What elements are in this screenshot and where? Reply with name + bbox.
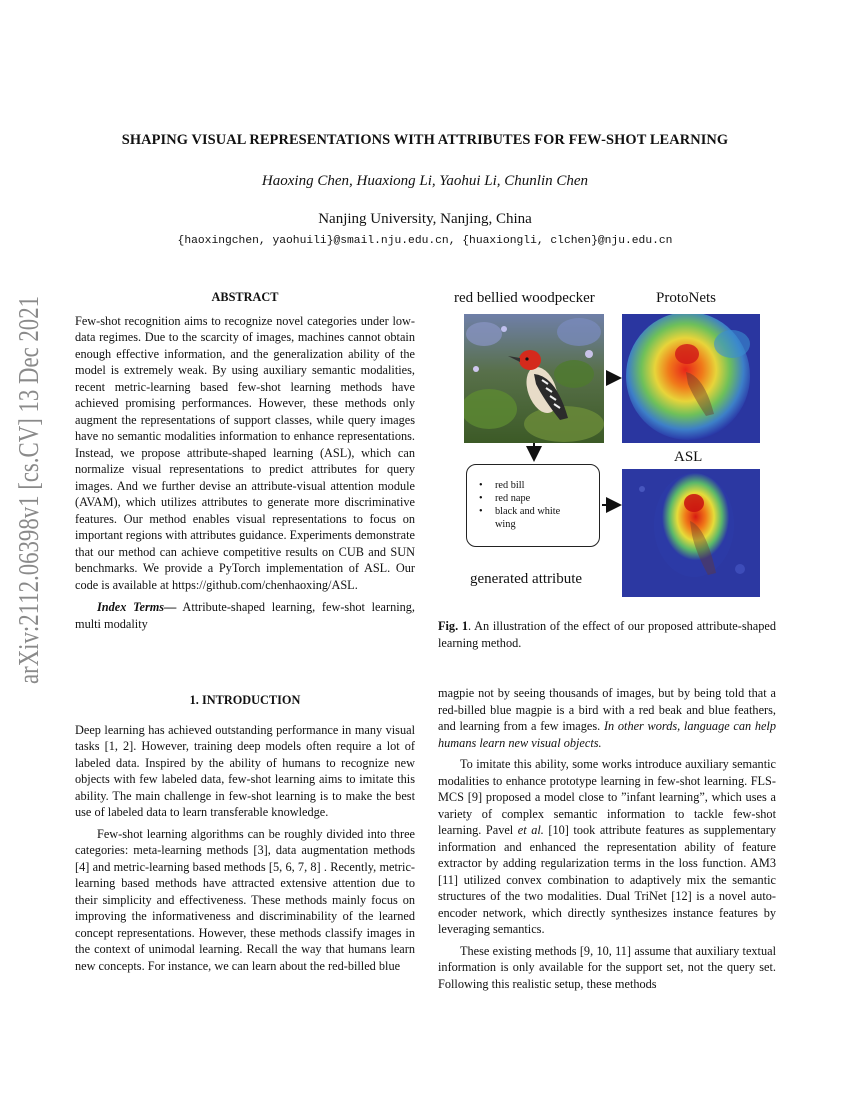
right-column-text [438, 685, 776, 992]
figure-caption [438, 618, 776, 651]
intro-paragraph-4: To imitate this ability, some works introduce auxiliary semantic modalities to enhance prototype learning in few-shot learning. FLS-MCS [9] proposed a model close to ”infant learning”, which uses a variety of complex semantic information to tackle few-shot learning. Pavel et al. [10] took attribute features as supplementary information and enhanced the representation ability of feature extractor by adding regularization terms in the loss function. AM3 [11] utilized convex combination to adaptively mix the semantic structures of the two modalities. Dual TriNet [12] is a novel auto-encoder network, which directly synthesizes instance features by leveraging semantics. [438, 757, 776, 936]
attribute-item: • red nape [479, 493, 531, 504]
abstract-heading: ABSTRACT [211, 290, 279, 304]
caption-text: . An illustration of the effect of our proposed attribute-shaped learning method. [438, 619, 776, 650]
arxiv-stamp-svg [4, 292, 50, 692]
figure-arrows [440, 300, 780, 620]
figure-label-generated: generated attribute [470, 571, 583, 587]
caption-label: Fig. 1 [438, 619, 469, 633]
bullet-icon: • [479, 506, 483, 517]
figure-label-bird: red bellied woodpecker [454, 290, 595, 306]
intro-paragraph-3: magpie not by seeing thousands of images, but by being told that a red-billed blue magpie is a bird with a red beak and blue feathers, and learning from a few images. In other words, language can help humans learn new visual objects. [438, 686, 776, 750]
figure-label-asl: ASL [674, 449, 703, 465]
index-terms [75, 599, 415, 632]
attribute-item: • red bill [479, 480, 525, 491]
paper-emails: {haoxingchen, yaohuili}@smail.nju.edu.cn, {huaxiongli, clchen}@nju.edu.cn [177, 235, 673, 247]
intro-paragraph-1: Deep learning has achieved outstanding performance in many visual tasks [1, 2]. However, training deep models often require a lot of labeled data. Inspired by the ability of humans to recognize new objects with few labeled data, few-shot learning aims to imitate this ability. The main challenge in few-shot learning is to make the best use of labeled data to learn transferable knowledge. [75, 722, 415, 819]
attribute-item: • black and white wing [479, 506, 561, 530]
intro-paragraph-2: Few-shot learning algorithms can be roughly divided into three categories: meta-learning methods [3], data augmentation methods [4] and metric-learning based methods [5, 6, 7, 8] . Recently, metric-learning based methods have attracted extensive attention due to their simplicity and effectiveness. These methods mainly focus on improving the informativeness and discriminability of the learned concept representations. However, these methods classify images in the context of unimodal learning. Recall the way that humans learn new concepts. For instance, we can learn about the red-billed blue [75, 826, 415, 973]
paper-affiliation: Nanjing University, Nanjing, China [318, 211, 532, 227]
paper-title: SHAPING VISUAL REPRESENTATIONS WITH ATTRIBUTES FOR FEW-SHOT LEARNING [121, 132, 729, 148]
arxiv-stamp [4, 292, 50, 692]
introduction-heading: 1. INTRODUCTION [189, 693, 301, 707]
arxiv-id: arXiv:2112.06398v1 [cs.CV] 13 Dec 2021 [13, 292, 45, 684]
abstract-text: Few-shot recognition aims to recognize novel categories under low-data regimes. Due to the scarcity of images, machines cannot obtain enough effective information, and the generalization ability of the model is extremely weak. By using auxiliary semantic modalities, recent metric-learning based few-shot learning methods have achieved promising performances. However, these methods only augment the representations of support classes, while query images have no semantic modalities information to enhance representations. Instead, we propose attribute-shaped learning (ASL), which can normalize visual representations to predict attributes for query images. And we further devise an attribute-visual attention module (AVAM), which utilizes attributes to generate more discriminative features. Our method enables visual representations to focus on important regions with attributes guidance. Experiments demonstrate that our method can achieve competitive results on CUB and SUN benchmarks. We provide a PyTorch implementation of ASL. Our code is available at https://github.com/chenhaoxing/ASL. [75, 313, 415, 592]
paper-authors: Haoxing Chen, Huaxiong Li, Yaohui Li, Chunlin Chen [261, 173, 589, 189]
bullet-icon: • [479, 480, 483, 491]
attribute-list [479, 479, 581, 531]
introduction-section [75, 692, 415, 974]
index-terms-text: Attribute-shaped learning, few-shot learning, multi modality [75, 600, 416, 631]
bullet-icon: • [479, 493, 483, 504]
intro-paragraph-5: These existing methods [9, 10, 11] assume that auxiliary textual information is only available for the support set, not the query set. Following this realistic setup, these methods [438, 943, 776, 991]
abstract-section [75, 289, 415, 632]
generated-attribute-box [466, 464, 600, 547]
index-terms-label: Index Terms— [97, 600, 177, 614]
figure-label-protonets: ProtoNets [656, 290, 716, 306]
